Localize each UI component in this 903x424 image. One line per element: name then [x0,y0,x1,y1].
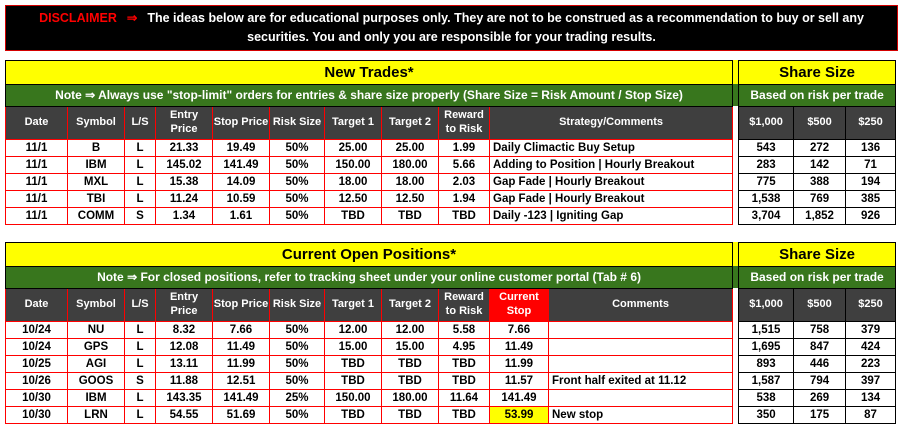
cell-t1[interactable]: 150.00 [325,389,382,406]
share-column-header-250[interactable]: $250 [846,106,896,139]
table-row [6,338,896,355]
cell-date[interactable]: 11/1 [6,207,68,224]
cell-ls[interactable]: S [125,207,156,224]
new-trades-title-row [6,60,896,84]
cell-rr[interactable]: TBD [439,406,490,423]
cell-comments[interactable]: New stop [549,406,733,423]
cell-risk[interactable]: 50% [270,156,325,173]
cell-rr[interactable]: 2.03 [439,173,490,190]
cell-stop[interactable]: 11.99 [213,355,270,372]
cell-rr[interactable]: TBD [439,207,490,224]
cell-t2[interactable]: 15.00 [382,338,439,355]
cell-t2[interactable]: 12.50 [382,190,439,207]
cell-t2[interactable]: 12.00 [382,321,439,338]
cell-comments[interactable] [549,389,733,406]
column-header-risk-size[interactable]: Risk Size [270,288,325,321]
cell-share-s500[interactable]: 269 [794,389,846,406]
cell-entry[interactable]: 15.38 [156,173,213,190]
cell-risk[interactable]: 25% [270,389,325,406]
cell-comments[interactable] [549,321,733,338]
cell-stop[interactable]: 141.49 [213,389,270,406]
new-trades-note: Note ⇒ Always use "stop-limit" orders for entries & share size properly (Share Size = Risk Amount / Stop Size) [6,84,733,106]
cell-entry[interactable]: 8.32 [156,321,213,338]
cell-ls[interactable]: L [125,156,156,173]
cell-symbol[interactable]: IBM [68,156,125,173]
cell-cstop[interactable]: 11.99 [490,355,549,372]
cell-t1[interactable]: 18.00 [325,173,382,190]
column-header-symbol[interactable]: Symbol [68,288,125,321]
table-row [6,207,896,224]
cell-stop[interactable]: 7.66 [213,321,270,338]
cell-ls[interactable]: L [125,389,156,406]
cell-t2[interactable]: TBD [382,207,439,224]
column-header-stop-price[interactable]: Stop Price [213,288,270,321]
cell-date[interactable]: 11/1 [6,190,68,207]
cell-symbol[interactable]: COMM [68,207,125,224]
cell-rr[interactable]: 1.94 [439,190,490,207]
cell-t2[interactable]: TBD [382,355,439,372]
cell-share-s1000[interactable]: 350 [739,406,794,423]
cell-risk[interactable]: 50% [270,321,325,338]
cell-symbol[interactable]: GOOS [68,372,125,389]
cell-entry[interactable]: 13.11 [156,355,213,372]
column-header-target-2[interactable]: Target 2 [382,106,439,139]
cell-rr[interactable]: 5.58 [439,321,490,338]
column-header-risk-size[interactable]: Risk Size [270,106,325,139]
cell-share-s250[interactable]: 87 [846,406,896,423]
cell-comments[interactable]: Gap Fade | Hourly Breakout [490,173,733,190]
cell-t2[interactable]: 18.00 [382,173,439,190]
disclaimer-text: The ideas below are for educational purposes only. They are not to be construed as a recommendation to buy or sell any securities. You and only you are responsible for your trading results. [147,11,864,44]
open-positions-title-row [6,242,896,266]
cell-share-s250[interactable]: 385 [846,190,896,207]
table-row [6,389,896,406]
cell-ls[interactable]: S [125,372,156,389]
cell-share-s250[interactable]: 424 [846,338,896,355]
cell-date[interactable]: 10/26 [6,372,68,389]
cell-entry[interactable]: 11.88 [156,372,213,389]
column-header-strategy-comments[interactable]: Strategy/Comments [490,106,733,139]
cell-share-s1000[interactable]: 893 [739,355,794,372]
cell-date[interactable]: 10/24 [6,321,68,338]
table-row [6,372,896,389]
cell-symbol[interactable]: NU [68,321,125,338]
cell-rr[interactable]: TBD [439,372,490,389]
table-row [6,321,896,338]
cell-comments[interactable]: Daily -123 | Igniting Gap [490,207,733,224]
cell-cstop[interactable]: 53.99 [490,406,549,423]
cell-share-s250[interactable]: 223 [846,355,896,372]
cell-share-s500[interactable]: 769 [794,190,846,207]
cell-rr[interactable]: 1.99 [439,139,490,156]
column-header-reward-to-risk[interactable]: Reward to Risk [439,106,490,139]
cell-share-s250[interactable]: 379 [846,321,896,338]
cell-comments[interactable] [549,355,733,372]
cell-share-s500[interactable]: 388 [794,173,846,190]
disclaimer-label: DISCLAIMER [39,11,117,25]
cell-rr[interactable]: 4.95 [439,338,490,355]
cell-entry[interactable]: 11.24 [156,190,213,207]
cell-risk[interactable]: 50% [270,207,325,224]
cell-share-s500[interactable]: 1,852 [794,207,846,224]
cell-share-s1000[interactable]: 538 [739,389,794,406]
column-header-current-stop[interactable]: Current Stop [490,288,549,321]
share-column-header-1-000[interactable]: $1,000 [739,288,794,321]
cell-stop[interactable]: 12.51 [213,372,270,389]
cell-entry[interactable]: 12.08 [156,338,213,355]
cell-entry[interactable]: 21.33 [156,139,213,156]
cell-stop[interactable]: 10.59 [213,190,270,207]
cell-symbol[interactable]: B [68,139,125,156]
share-column-header-1-000[interactable]: $1,000 [739,106,794,139]
cell-t2[interactable]: TBD [382,406,439,423]
column-header-target-1[interactable]: Target 1 [325,288,382,321]
cell-t1[interactable]: 12.50 [325,190,382,207]
cell-symbol[interactable]: LRN [68,406,125,423]
cell-t1[interactable]: 15.00 [325,338,382,355]
column-header-target-1[interactable]: Target 1 [325,106,382,139]
cell-t1[interactable]: TBD [325,406,382,423]
cell-comments[interactable]: Front half exited at 11.12 [549,372,733,389]
table-row [6,355,896,372]
cell-risk[interactable]: 50% [270,139,325,156]
cell-risk[interactable]: 50% [270,372,325,389]
cell-ls[interactable]: L [125,190,156,207]
cell-share-s250[interactable]: 397 [846,372,896,389]
cell-symbol[interactable]: GPS [68,338,125,355]
cell-rr[interactable]: 5.66 [439,156,490,173]
new-trades-header-row [6,106,896,139]
cell-share-s250[interactable]: 71 [846,156,896,173]
share-column-header-250[interactable]: $250 [846,288,896,321]
cell-share-s250[interactable]: 194 [846,173,896,190]
column-header-stop-price[interactable]: Stop Price [213,106,270,139]
cell-t2[interactable]: 180.00 [382,156,439,173]
column-header-comments[interactable]: Comments [549,288,733,321]
cell-entry[interactable]: 145.02 [156,156,213,173]
cell-comments[interactable]: Gap Fade | Hourly Breakout [490,190,733,207]
cell-cstop[interactable]: 141.49 [490,389,549,406]
cell-entry[interactable]: 54.55 [156,406,213,423]
disclaimer-arrow-icon: ⇒ [126,11,138,25]
cell-share-s1000[interactable]: 3,704 [739,207,794,224]
share-size-title: Share Size [739,60,896,84]
column-header-l-s[interactable]: L/S [125,106,156,139]
cell-date[interactable]: 11/1 [6,156,68,173]
new-trades-title: New Trades* [6,60,733,84]
cell-symbol[interactable]: AGI [68,355,125,372]
cell-share-s500[interactable]: 794 [794,372,846,389]
cell-share-s1000[interactable]: 1,515 [739,321,794,338]
cell-t1[interactable]: TBD [325,355,382,372]
new-trades-table [5,60,896,225]
cell-stop[interactable]: 1.61 [213,207,270,224]
cell-stop[interactable]: 14.09 [213,173,270,190]
cell-cstop[interactable]: 11.57 [490,372,549,389]
cell-share-s1000[interactable]: 1,695 [739,338,794,355]
cell-share-s500[interactable]: 175 [794,406,846,423]
disclaimer-banner [5,5,898,51]
cell-risk[interactable]: 50% [270,406,325,423]
cell-stop[interactable]: 141.49 [213,156,270,173]
cell-stop[interactable]: 51.69 [213,406,270,423]
new-trades-note-row [6,84,896,106]
cell-t1[interactable]: 25.00 [325,139,382,156]
cell-share-s500[interactable]: 758 [794,321,846,338]
column-header-entry-price[interactable]: Entry Price [156,288,213,321]
table-row [6,190,896,207]
cell-rr[interactable]: 11.64 [439,389,490,406]
column-header-date[interactable]: Date [6,106,68,139]
cell-share-s1000[interactable]: 283 [739,156,794,173]
cell-ls[interactable]: L [125,355,156,372]
cell-symbol[interactable]: TBI [68,190,125,207]
cell-date[interactable]: 11/1 [6,173,68,190]
table-row [6,139,896,156]
cell-share-s1000[interactable]: 1,538 [739,190,794,207]
cell-share-s500[interactable]: 446 [794,355,846,372]
column-header-reward-to-risk[interactable]: Reward to Risk [439,288,490,321]
cell-share-s250[interactable]: 136 [846,139,896,156]
column-header-symbol[interactable]: Symbol [68,106,125,139]
cell-share-s500[interactable]: 847 [794,338,846,355]
cell-date[interactable]: 10/30 [6,389,68,406]
table-row [6,156,896,173]
table-row [6,173,896,190]
cell-share-s1000[interactable]: 1,587 [739,372,794,389]
cell-ls[interactable]: L [125,139,156,156]
cell-cstop[interactable]: 7.66 [490,321,549,338]
cell-symbol[interactable]: MXL [68,173,125,190]
share-size-subtitle: Based on risk per trade [739,266,896,288]
cell-symbol[interactable]: IBM [68,389,125,406]
cell-comments[interactable]: Adding to Position | Hourly Breakout [490,156,733,173]
cell-rr[interactable]: TBD [439,355,490,372]
cell-risk[interactable]: 50% [270,338,325,355]
cell-t2[interactable]: TBD [382,372,439,389]
cell-t1[interactable]: TBD [325,207,382,224]
column-header-entry-price[interactable]: Entry Price [156,106,213,139]
cell-t2[interactable]: 25.00 [382,139,439,156]
open-positions-title: Current Open Positions* [6,242,733,266]
cell-date[interactable]: 10/25 [6,355,68,372]
cell-share-s500[interactable]: 272 [794,139,846,156]
cell-t1[interactable]: 150.00 [325,156,382,173]
cell-entry[interactable]: 143.35 [156,389,213,406]
cell-t2[interactable]: 180.00 [382,389,439,406]
cell-risk[interactable]: 50% [270,355,325,372]
cell-entry[interactable]: 1.34 [156,207,213,224]
cell-comments[interactable] [549,338,733,355]
cell-date[interactable]: 11/1 [6,139,68,156]
open-positions-header-row [6,288,896,321]
cell-date[interactable]: 10/24 [6,338,68,355]
share-column-header-500[interactable]: $500 [794,106,846,139]
column-header-l-s[interactable]: L/S [125,288,156,321]
cell-share-s250[interactable]: 926 [846,207,896,224]
cell-ls[interactable]: L [125,406,156,423]
cell-stop[interactable]: 11.49 [213,338,270,355]
cell-share-s1000[interactable]: 543 [739,139,794,156]
open-positions-note: Note ⇒ For closed positions, refer to tracking sheet under your online customer portal (Tab # 6) [6,266,733,288]
cell-share-s1000[interactable]: 775 [739,173,794,190]
open-positions-note-row [6,266,896,288]
cell-risk[interactable]: 50% [270,173,325,190]
open-positions-table [5,242,896,424]
cell-ls[interactable]: L [125,321,156,338]
cell-share-s250[interactable]: 134 [846,389,896,406]
cell-t1[interactable]: 12.00 [325,321,382,338]
cell-date[interactable]: 10/30 [6,406,68,423]
cell-stop[interactable]: 19.49 [213,139,270,156]
cell-ls[interactable]: L [125,338,156,355]
column-header-target-2[interactable]: Target 2 [382,288,439,321]
column-header-date[interactable]: Date [6,288,68,321]
cell-share-s500[interactable]: 142 [794,156,846,173]
cell-cstop[interactable]: 11.49 [490,338,549,355]
cell-ls[interactable]: L [125,173,156,190]
table-row [6,406,896,423]
cell-t1[interactable]: TBD [325,372,382,389]
share-column-header-500[interactable]: $500 [794,288,846,321]
share-size-title: Share Size [739,242,896,266]
share-size-subtitle: Based on risk per trade [739,84,896,106]
cell-comments[interactable]: Daily Climactic Buy Setup [490,139,733,156]
cell-risk[interactable]: 50% [270,190,325,207]
